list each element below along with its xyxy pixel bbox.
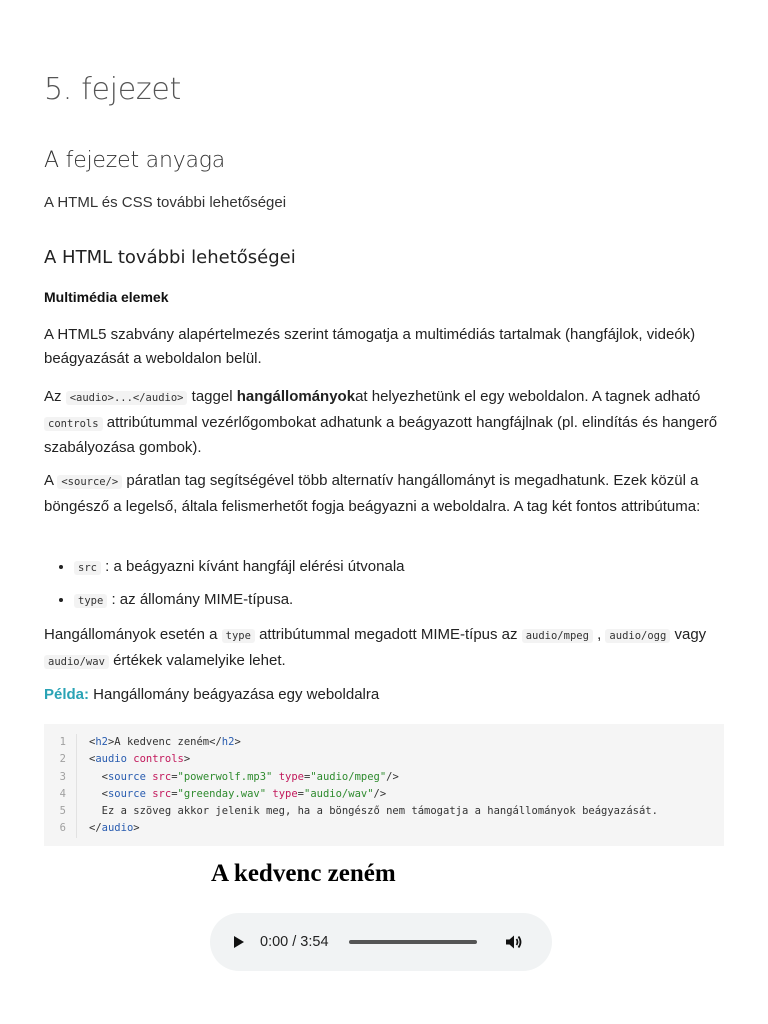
bold-term: hangállományok — [236, 388, 356, 405]
code-token: </ — [89, 822, 102, 835]
paragraph-source-tag — [44, 469, 724, 518]
code-text — [77, 803, 658, 820]
line-number: 3 — [44, 769, 77, 786]
section-subtitle: A HTML és CSS további lehetőségei — [44, 194, 287, 211]
text-span: attribútummal megadott MIME-típus az — [254, 626, 522, 643]
example-text: Hangállomány beágyazása egy weboldalra — [89, 686, 380, 703]
code-token: "greenday.wav" — [177, 787, 267, 800]
code-token: "audio/wav" — [304, 787, 374, 800]
paragraph-html5-multimedia: A HTML5 szabvány alapértelmezés szerint támogatja a multimédiás tartalmak (hangfájlok, videók) beágyazását a weboldalon belül. — [44, 326, 696, 367]
text-span: taggel — [187, 388, 237, 405]
code-token: > — [133, 822, 140, 835]
preview-heading: A kedvenc zeném — [211, 860, 396, 887]
code-text — [77, 751, 190, 768]
code-token: > — [183, 753, 191, 766]
text-span: , — [592, 626, 606, 643]
text-span: attribútummal vezérlőgombokat adhatunk a beágyazott hangfájlnak (pl. elindítás és hangerő szabályozása gombok). — [44, 413, 718, 456]
inline-code-mpeg: audio/mpeg — [522, 629, 593, 643]
code-token: < — [89, 753, 96, 766]
audio-player — [210, 913, 552, 971]
inline-code-audio: <audio>...</audio> — [66, 391, 188, 405]
example-label: Példa: — [44, 686, 90, 703]
code-token: h2 — [95, 736, 108, 748]
code-token: /> — [373, 787, 387, 800]
code-line — [44, 769, 724, 786]
volume-icon-graphic — [505, 934, 523, 950]
code-token: "audio/mpeg" — [310, 770, 387, 783]
code-text — [77, 769, 399, 786]
inline-code-type: type — [74, 594, 107, 608]
code-text — [77, 786, 386, 803]
text-span: értékek valamelyike lehet. — [108, 651, 286, 669]
code-token: audio — [95, 753, 127, 766]
line-number: 6 — [44, 820, 77, 837]
line-number: 5 — [44, 803, 77, 820]
code-token: type — [278, 770, 304, 783]
chapter-title: 5. fejezet — [44, 72, 181, 107]
text-span: at helyezhetünk el egy weboldalon. A tagnek adható — [355, 388, 701, 405]
inline-code-wav: audio/wav — [44, 655, 109, 669]
code-token: >A kedvenc zeném</ — [107, 736, 222, 748]
code-token: "powerwolf.mp3" — [177, 770, 273, 783]
code-token: Ez a szöveg akkor jelenik meg, ha a böngésző nem támogatja a hangállományok beágyazását. — [89, 805, 658, 818]
code-line — [44, 734, 724, 751]
code-token: > — [234, 736, 241, 748]
inline-code-src: src — [74, 561, 101, 575]
example-caption — [44, 686, 379, 703]
inline-code-ogg: audio/ogg — [605, 629, 670, 643]
code-token: < — [89, 736, 96, 748]
code-token: < — [89, 770, 108, 783]
section-title: A fejezet anyaga — [44, 148, 226, 173]
code-block — [44, 724, 724, 846]
code-token: h2 — [221, 736, 235, 748]
time-display: 0:00 / 3:54 — [260, 934, 329, 950]
paragraph-audio-tag — [44, 385, 724, 460]
code-token: audio — [101, 822, 134, 835]
subsection-title: A HTML további lehetőségei — [44, 247, 296, 268]
code-text — [77, 820, 140, 837]
code-token: src — [152, 770, 172, 783]
code-token: < — [89, 787, 108, 800]
code-token: = — [303, 770, 311, 783]
play-icon[interactable] — [234, 936, 244, 948]
inline-code-type: type — [222, 629, 255, 643]
code-line — [44, 751, 724, 768]
code-line — [44, 820, 724, 837]
code-line — [44, 786, 724, 803]
attribute-list — [44, 555, 405, 621]
code-token: = — [297, 787, 304, 800]
code-token: source — [107, 770, 146, 783]
text-span: páratlan tag segítségével több alternatív hangállományt is megadhatunk. Ezek közül a böngésző a legelső, általa felismerhetőt fogja beágyazni a weboldalra. A tag két fontos attribútuma: — [44, 472, 701, 515]
code-token: = — [171, 787, 178, 800]
list-item — [74, 555, 405, 580]
code-token: controls — [133, 753, 184, 766]
code-line — [44, 803, 724, 820]
line-number: 2 — [44, 751, 77, 768]
topic-label: Multimédia elemek — [44, 289, 169, 305]
text-span: vagy — [670, 626, 707, 643]
code-token: = — [171, 770, 178, 783]
inline-code-source: <source/> — [57, 475, 122, 489]
line-number: 1 — [44, 734, 77, 751]
text-span: Az — [44, 388, 66, 405]
text-span: A — [44, 472, 58, 489]
code-token: src — [152, 787, 172, 800]
code-text — [77, 734, 241, 751]
volume-icon[interactable] — [505, 934, 523, 950]
code-token: /> — [386, 770, 399, 783]
text-span: Hangállományok esetén a — [44, 626, 222, 643]
line-number: 4 — [44, 786, 77, 803]
text-span: : az állomány MIME-típusa. — [111, 591, 294, 608]
code-token: source — [107, 787, 146, 800]
paragraph-mime-types — [44, 623, 724, 674]
list-item — [74, 588, 405, 613]
text-span: : a beágyazni kívánt hangfájl elérési útvonala — [105, 558, 405, 575]
code-token: type — [272, 787, 298, 800]
inline-code-controls: controls — [44, 417, 103, 431]
progress-slider[interactable] — [349, 940, 477, 944]
